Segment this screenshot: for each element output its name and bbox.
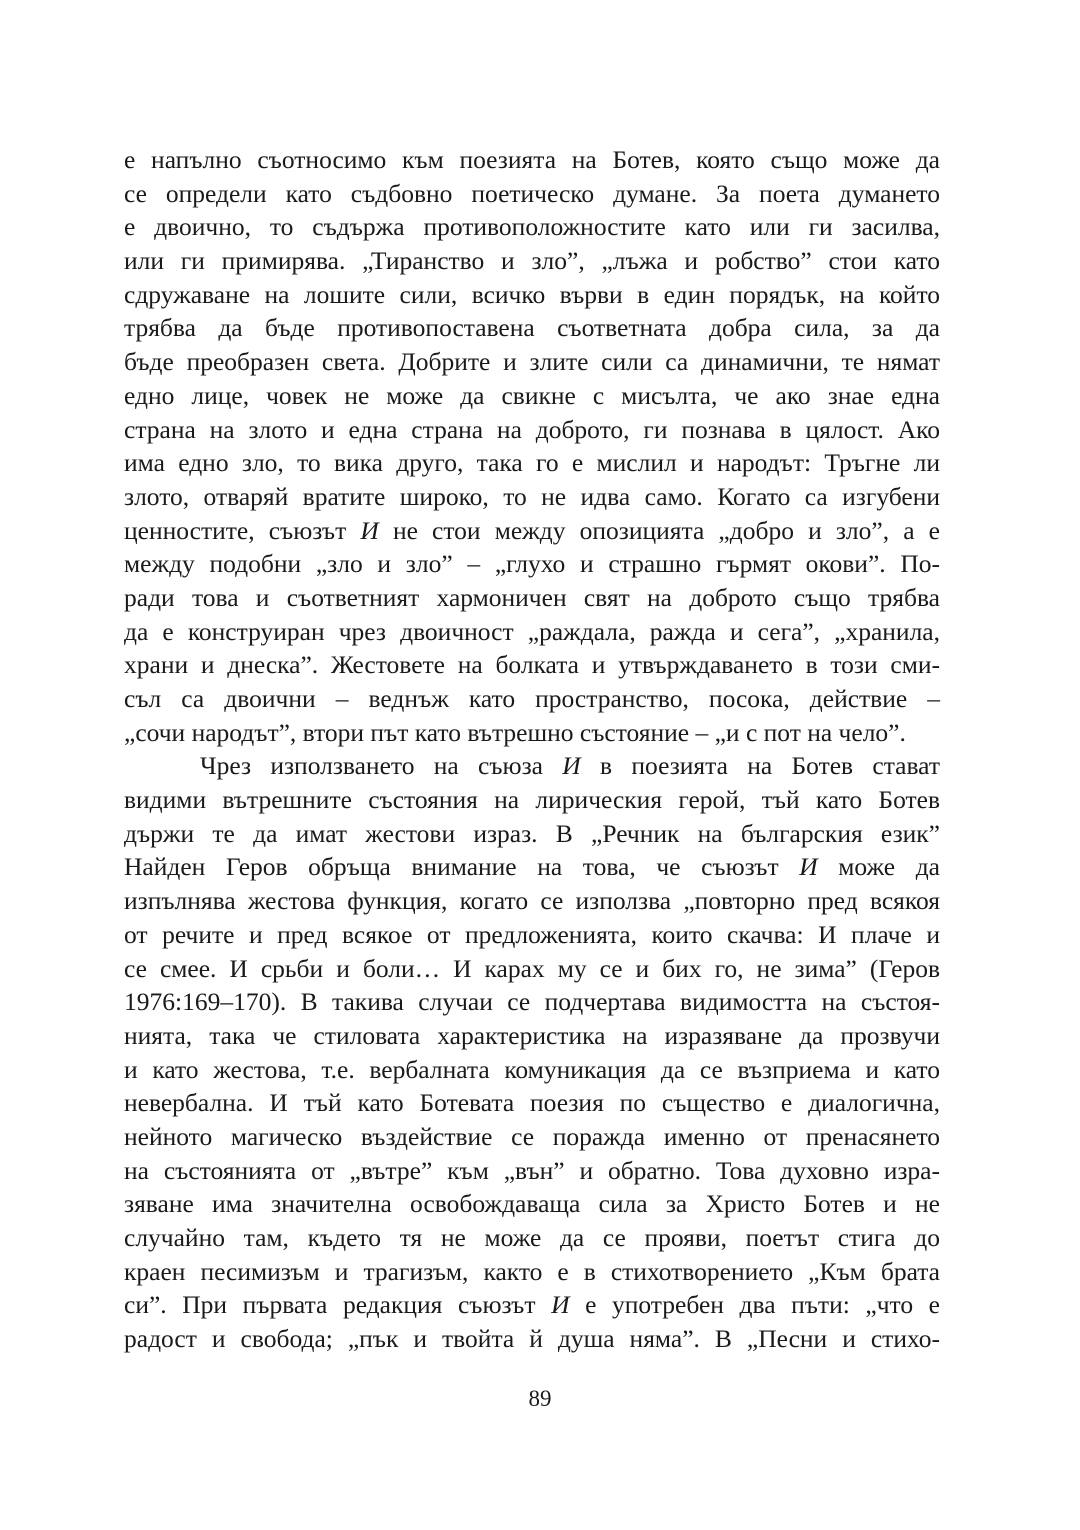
text-line: нията, така че стиловата характеристика на изразяване да прозвучи [124, 1020, 940, 1050]
text-line: 1976:169–170). В такива случаи се подчертава видимостта на състоя- [124, 987, 940, 1017]
text-line: ценностите, съюзът И не стои между опозицията „добро и зло”, а е [124, 515, 940, 545]
text-line: съл са двоични – веднъж като пространство, посока, действие – [124, 684, 940, 713]
text-line: си”. При първата редакция съюзът И е употребен два пъти: „что е [124, 1290, 940, 1320]
text-line: краен песимизъм и трагизъм, както е в стихотворението „Към брата [124, 1256, 940, 1286]
text-line: злото, отваряй вратите широко, то не идва само. Когато са изгубени [124, 481, 940, 511]
text-line: държи те да имат жестови израз. В „Речник на българския език” [124, 818, 940, 848]
text-line: е напълно съотносимо към поезията на Ботев, която също може да [124, 145, 940, 174]
text-line: Найден Геров обръща внимание на това, че съюзът И може да [124, 852, 940, 882]
text-line: видими вътрешните състояния на лирическия герой, тъй като Ботев [124, 785, 940, 815]
text-line: има едно зло, то вика друго, така го е мислил и народът: Тръгне ли [124, 448, 940, 478]
text-line: страна на злото и една страна на доброто, ги познава в цялост. Ако [124, 414, 940, 444]
text-line: на състоянията от „вътре” към „вън” и обратно. Това духовно изра- [124, 1155, 940, 1185]
text-line: да е конструиран чрез двоичност „раждала, ражда и сега”, „хранила, [124, 616, 940, 646]
paragraph-1 [124, 143, 940, 749]
text-line: нейното магическо въздействие се поражда именно от пренасянето [124, 1121, 940, 1151]
text-line: и като жестова, т.е. вербалната комуникация да се възприема и като [124, 1054, 940, 1084]
text-line: от речите и пред всякое от предложенията, които скачва: И плаче и [124, 919, 940, 949]
text-line: трябва да бъде противопоставена съответната добра сила, за да [124, 313, 940, 343]
body-text [124, 143, 940, 1356]
text-line: между подобни „зло и зло” – „глухо и страшно гърмят окови”. По- [124, 549, 940, 579]
paragraph-2 [124, 749, 940, 1355]
text-line: се определи като съдбовно поетическо думане. За поета думането [124, 178, 940, 208]
text-line: Чрез използването на съюза И в поезията на Ботев стават [200, 751, 940, 781]
text-line: „сочи народът”, втори път като вътрешно състояние – „и с пот на чело”. [124, 717, 906, 747]
text-line: се смее. И срьби и боли… И карах му се и бих го, не зима” (Геров [124, 953, 940, 983]
page-number: 89 [528, 1386, 552, 1411]
text-line: е двоично, то съдържа противоположностите като или ги засилва, [124, 212, 940, 242]
text-line: или ги примирява. „Тиранство и зло”, „лъжа и робство” стои като [124, 246, 940, 276]
text-line: случайно там, където тя не може да се прояви, поетът стига до [124, 1223, 940, 1252]
text-line: изпълнява жестова функция, когато се използва „повторно пред всякоя [124, 886, 940, 916]
text-line: бъде преобразен света. Добрите и злите сили са динамични, те нямат [124, 347, 940, 377]
text-line: невербална. И тъй като Ботевата поезия по същество е диалогична, [124, 1088, 940, 1118]
text-line: сдружаване на лошите сили, всичко върви в един порядък, на който [124, 279, 940, 309]
text-line: радост и свобода; „пък и твойта й душа няма”. В „Песни и стихо- [124, 1324, 940, 1354]
text-line: храни и днеска”. Жестовете на болката и утвърждаването в този сми- [124, 650, 940, 680]
text-line: зяване има значителна освобождаваща сила за Христо Ботев и не [124, 1189, 940, 1219]
text-line: едно лице, човек не може да свикне с мисълта, че ако знае една [124, 380, 940, 410]
text-line: ради това и съответният хармоничен свят на доброто също трябва [124, 582, 940, 612]
